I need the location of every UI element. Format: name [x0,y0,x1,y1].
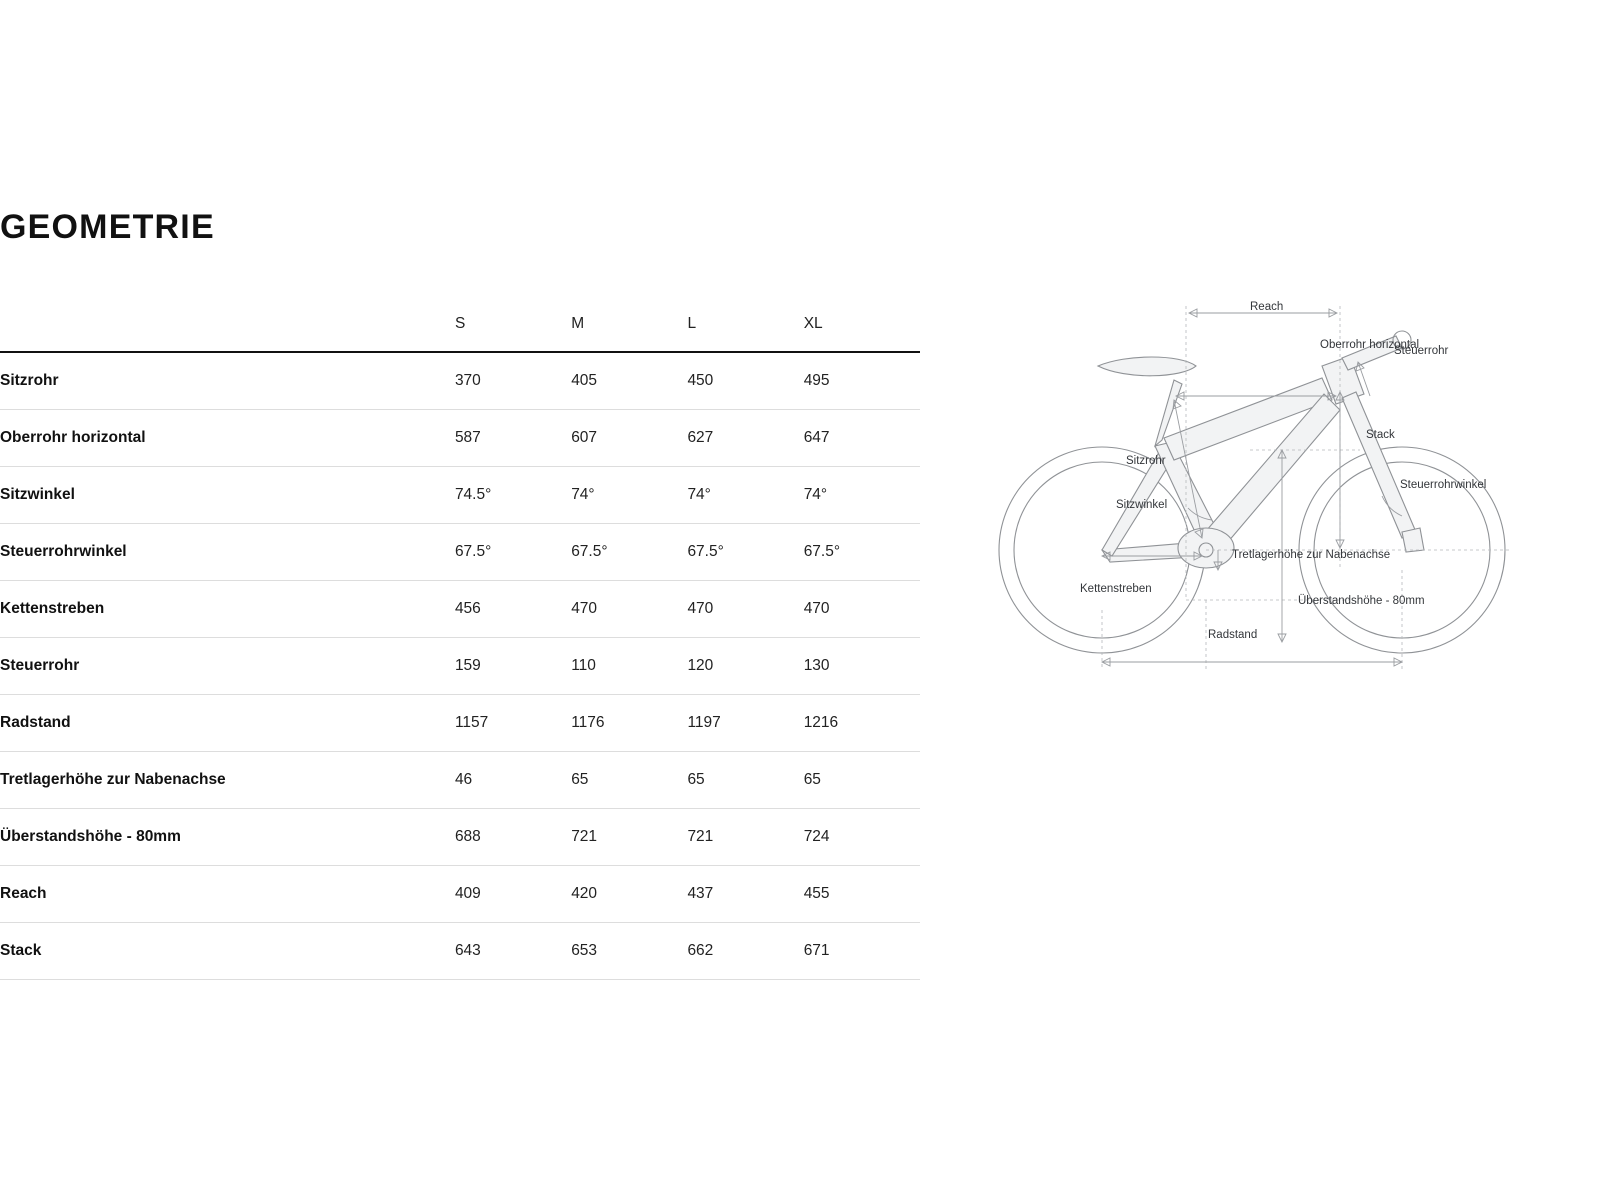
cell-s: 1157 [455,694,571,751]
table-row [0,922,920,979]
cell-s: 46 [455,751,571,808]
cell-xl: 724 [804,808,920,865]
row-label: Tretlagerhöhe zur Nabenachse [0,751,455,808]
cell-l: 627 [687,409,803,466]
diagram-label-ueberstandshoehe: Überstandshöhe - 80mm [1298,595,1425,607]
cell-l: 721 [687,808,803,865]
row-label: Kettenstreben [0,580,455,637]
diagram-label-sitzrohr: Sitzrohr [1126,455,1166,467]
cell-l: 67.5° [687,523,803,580]
cell-xl: 67.5° [804,523,920,580]
table-row [0,808,920,865]
cell-xl: 1216 [804,694,920,751]
cell-s: 587 [455,409,571,466]
table-row [0,352,920,409]
table-header [0,296,920,352]
table-row [0,637,920,694]
cell-l: 65 [687,751,803,808]
geometry-table [0,296,920,980]
cell-s: 67.5° [455,523,571,580]
diagram-label-stack: Stack [1366,429,1395,441]
cell-m: 74° [571,466,687,523]
row-label: Sitzwinkel [0,466,455,523]
diagram-label-reach: Reach [1250,301,1284,313]
cell-m: 721 [571,808,687,865]
row-label: Steuerrohr [0,637,455,694]
diagram-label-steuerrohr: Steuerrohr [1394,345,1449,357]
diagram-label-kettenstreben: Kettenstreben [1080,583,1152,595]
diagram-label-steuerrohrwinkel: Steuerrohrwinkel [1400,479,1487,491]
row-label: Reach [0,865,455,922]
row-label: Stack [0,922,455,979]
row-label: Radstand [0,694,455,751]
row-label: Steuerrohrwinkel [0,523,455,580]
table-row [0,409,920,466]
cell-m: 420 [571,865,687,922]
bike-geometry-diagram [950,270,1570,690]
cell-l: 1197 [687,694,803,751]
cell-m: 110 [571,637,687,694]
cell-m: 607 [571,409,687,466]
cell-s: 159 [455,637,571,694]
table-row [0,865,920,922]
cell-xl: 455 [804,865,920,922]
column-header-l: L [687,296,803,352]
column-header-xl: XL [804,296,920,352]
table-row [0,694,920,751]
row-label: Überstandshöhe - 80mm [0,808,455,865]
cell-xl: 65 [804,751,920,808]
cell-xl: 495 [804,352,920,409]
cell-s: 688 [455,808,571,865]
table-body [0,352,920,979]
cell-xl: 671 [804,922,920,979]
cell-s: 409 [455,865,571,922]
row-label: Sitzrohr [0,352,455,409]
table-row [0,580,920,637]
cell-xl: 130 [804,637,920,694]
column-header-s: S [455,296,571,352]
table-row [0,466,920,523]
diagram-label-sitzwinkel: Sitzwinkel [1116,499,1168,511]
column-header-m: M [571,296,687,352]
cell-l: 120 [687,637,803,694]
table-header-row [0,296,920,352]
cell-s: 643 [455,922,571,979]
cell-xl: 470 [804,580,920,637]
cell-m: 67.5° [571,523,687,580]
bike-frame-icon [1098,331,1424,568]
cell-m: 405 [571,352,687,409]
cell-l: 437 [687,865,803,922]
row-label: Oberrohr horizontal [0,409,455,466]
cell-m: 1176 [571,694,687,751]
diagram-label-radstand: Radstand [1208,629,1258,641]
table-row [0,523,920,580]
cell-l: 470 [687,580,803,637]
cell-xl: 647 [804,409,920,466]
dimension-radstand [1102,658,1402,666]
cell-s: 74.5° [455,466,571,523]
cell-m: 65 [571,751,687,808]
diagram-label-tretlagerhoehe: Tretlagerhöhe zur Nabenachse [1232,549,1391,561]
page-title: GEOMETRIE [0,208,215,246]
cell-m: 653 [571,922,687,979]
cell-l: 450 [687,352,803,409]
cell-l: 74° [687,466,803,523]
column-header-label [0,296,455,352]
cell-s: 370 [455,352,571,409]
table-row [0,751,920,808]
cell-xl: 74° [804,466,920,523]
cell-l: 662 [687,922,803,979]
diagram-label-oberrohr: Oberrohr horizontal [1320,339,1420,351]
cell-s: 456 [455,580,571,637]
cell-m: 470 [571,580,687,637]
